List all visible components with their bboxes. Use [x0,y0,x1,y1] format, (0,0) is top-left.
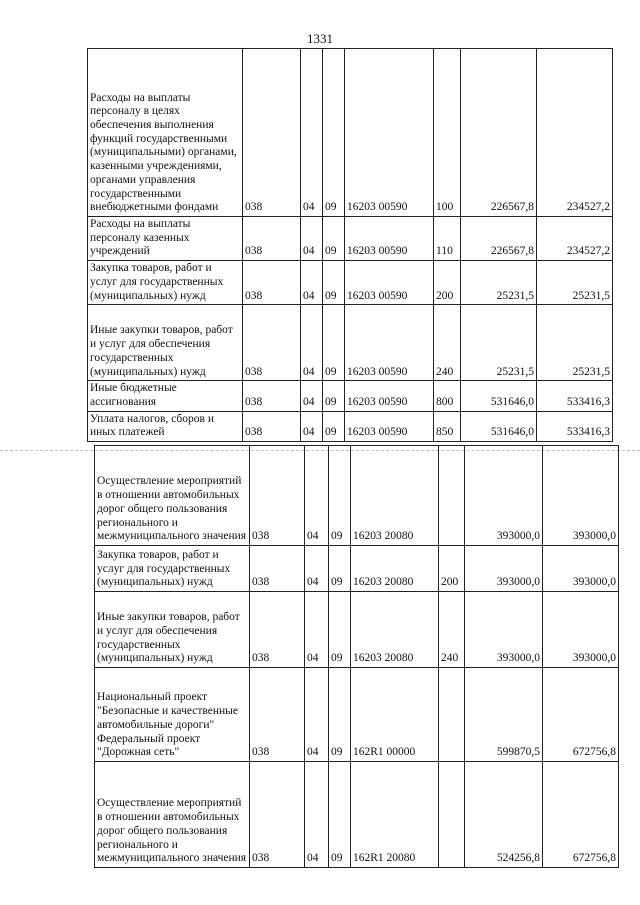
row-name: Осуществление мероприятий в отношении автомобильных дорог общего пользования регионального и межмуниципального значения [95,762,250,868]
target-article: 16203 20080 [351,592,439,668]
target-article: 16203 00590 [345,305,434,381]
row-name: Закупка товаров, работ и услуг для государственных (муниципальных) нужд [88,261,243,305]
section-code: 04 [305,446,329,546]
ministry-code: 038 [250,546,305,592]
sum-year-2: 25231,5 [537,305,613,381]
expense-type [439,668,465,762]
ministry-code: 038 [243,305,301,381]
table-row [88,49,613,217]
page-number: 1331 [307,31,333,46]
sum-year-1: 531646,0 [461,381,537,411]
sum-year-2: 234527,2 [537,49,613,217]
table-row [95,446,619,546]
ministry-code: 038 [250,668,305,762]
row-name: Расходы на выплаты персоналу в целях обеспечения выполнения функций государственными (муниципальными) органами, казенными учреждениями, органами управления государственными внебюджетными фондами [88,49,243,217]
subsection-code: 09 [329,592,351,668]
table-row [88,305,613,381]
sum-year-2: 234527,2 [537,217,613,261]
ministry-code: 038 [243,49,301,217]
budget-table-part-2 [94,445,619,868]
ministry-code: 038 [243,261,301,305]
table-row [88,411,613,441]
sum-year-1: 393000,0 [465,592,543,668]
table-row [88,381,613,411]
section-code: 04 [305,592,329,668]
budget-table-part-1 [87,48,613,442]
section-code: 04 [301,381,323,411]
subsection-code: 09 [323,305,345,381]
expense-type: 240 [434,305,461,381]
sum-year-1: 226567,8 [461,217,537,261]
subsection-code: 09 [329,668,351,762]
section-code: 04 [301,305,323,381]
sum-year-2: 672756,8 [543,762,619,868]
sum-year-1: 25231,5 [461,261,537,305]
target-article: 16203 00590 [345,217,434,261]
section-code: 04 [305,668,329,762]
sum-year-2: 393000,0 [543,592,619,668]
section-code: 04 [301,261,323,305]
expense-type [439,762,465,868]
table-row [88,261,613,305]
ministry-code: 038 [250,762,305,868]
target-article: 16203 20080 [351,546,439,592]
sum-year-2: 672756,8 [543,668,619,762]
subsection-code: 09 [329,446,351,546]
table-row [95,546,619,592]
target-article: 16203 00590 [345,261,434,305]
sum-year-1: 524256,8 [465,762,543,868]
section-code: 04 [301,411,323,441]
expense-type: 850 [434,411,461,441]
sum-year-2: 533416,3 [537,411,613,441]
target-article: 162R1 00000 [351,668,439,762]
target-article: 16203 00590 [345,411,434,441]
row-name: Иные бюджетные ассигнования [88,381,243,411]
subsection-code: 09 [323,411,345,441]
expense-type: 100 [434,49,461,217]
table-row [95,592,619,668]
target-article: 162R1 20080 [351,762,439,868]
ministry-code: 038 [243,217,301,261]
subsection-code: 09 [323,217,345,261]
section-code: 04 [305,546,329,592]
sum-year-2: 533416,3 [537,381,613,411]
subsection-code: 09 [329,762,351,868]
row-name: Расходы на выплаты персоналу казенных учреждений [88,217,243,261]
row-name: Закупка товаров, работ и услуг для государственных (муниципальных) нужд [95,546,250,592]
table-row [88,217,613,261]
section-code: 04 [301,49,323,217]
sum-year-1: 226567,8 [461,49,537,217]
section-code: 04 [305,762,329,868]
sum-year-2: 25231,5 [537,261,613,305]
target-article: 16203 20080 [351,446,439,546]
sum-year-2: 393000,0 [543,446,619,546]
expense-type: 200 [439,546,465,592]
row-name: Национальный проект "Безопасные и качественные автомобильные дороги" Федеральный проект "Дорожная сеть" [95,668,250,762]
subsection-code: 09 [323,49,345,217]
sum-year-1: 599870,5 [465,668,543,762]
ministry-code: 038 [250,592,305,668]
sum-year-1: 393000,0 [465,546,543,592]
subsection-code: 09 [323,261,345,305]
ministry-code: 038 [250,446,305,546]
table-row [95,762,619,868]
sum-year-1: 393000,0 [465,446,543,546]
target-article: 16203 00590 [345,381,434,411]
subsection-code: 09 [323,381,345,411]
expense-type: 240 [439,592,465,668]
sum-year-1: 531646,0 [461,411,537,441]
row-name: Иные закупки товаров, работ и услуг для обеспечения государственных (муниципальных) нужд [88,305,243,381]
expense-type: 110 [434,217,461,261]
table-row [95,668,619,762]
sum-year-2: 393000,0 [543,546,619,592]
ministry-code: 038 [243,381,301,411]
row-name: Иные закупки товаров, работ и услуг для обеспечения государственных (муниципальных) нужд [95,592,250,668]
row-name: Уплата налогов, сборов и иных платежей [88,411,243,441]
section-code: 04 [301,217,323,261]
expense-type [439,446,465,546]
target-article: 16203 00590 [345,49,434,217]
ministry-code: 038 [243,411,301,441]
sum-year-1: 25231,5 [461,305,537,381]
expense-type: 200 [434,261,461,305]
expense-type: 800 [434,381,461,411]
row-name: Осуществление мероприятий в отношении автомобильных дорог общего пользования регионального и межмуниципального значения [95,446,250,546]
subsection-code: 09 [329,546,351,592]
